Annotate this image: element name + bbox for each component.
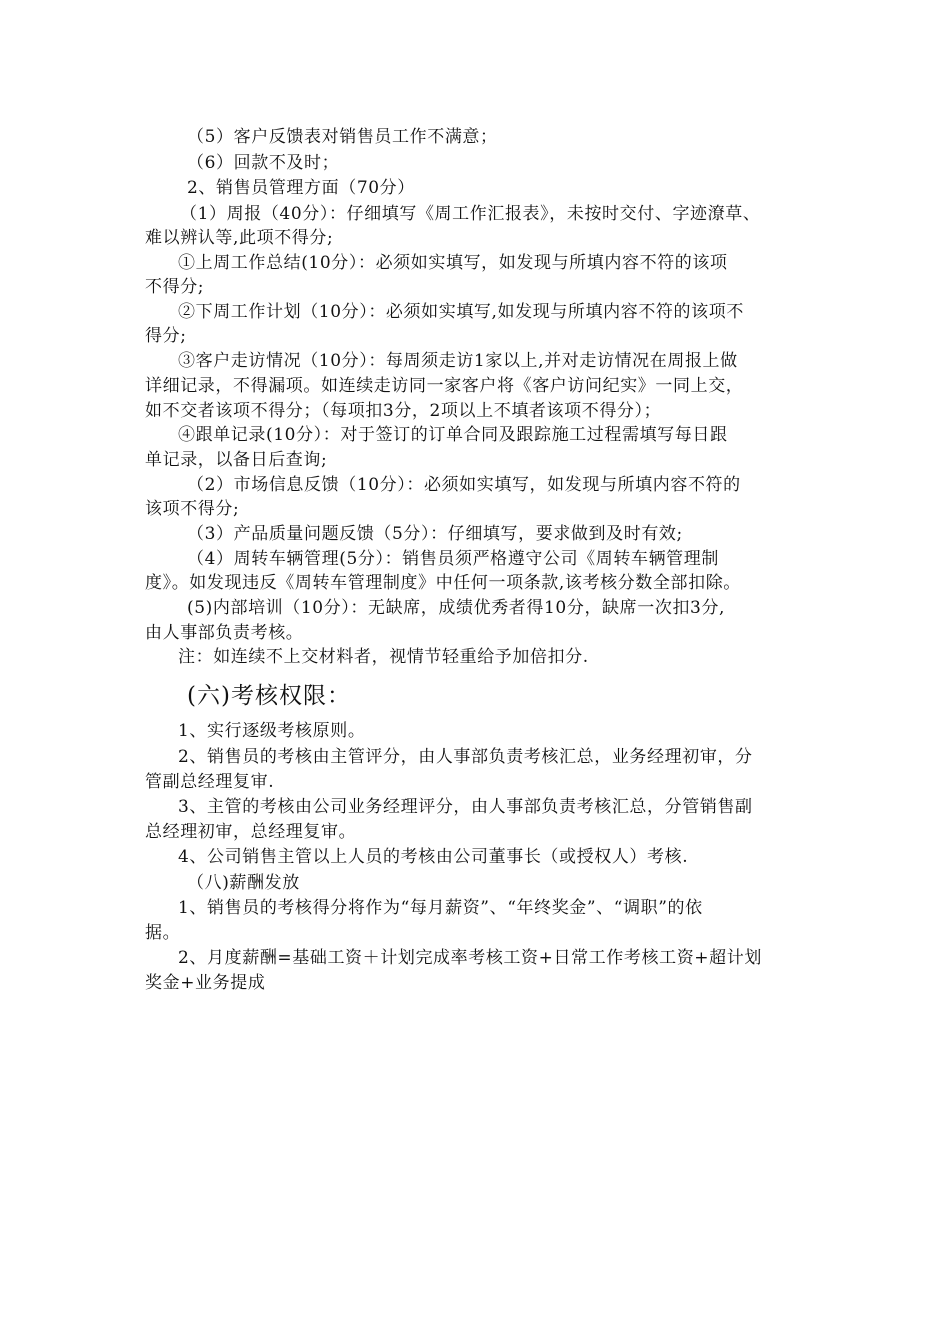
text-line: （3）产品质量问题反馈（5分）：仔细填写，要求做到及时有效; — [187, 524, 683, 544]
text-line: 得分; — [145, 326, 187, 346]
text-line: ②下周工作计划（10分）：必须如实填写,如发现与所填内容不符的该项不 — [178, 302, 744, 322]
text-line: （2）市场信息反馈（10分）：必须如实填写，如发现与所填内容不符的 — [187, 475, 741, 495]
text-line: （5）客户反馈表对销售员工作不满意； — [187, 127, 498, 147]
text-line: 难以辨认等,此项不得分; — [145, 228, 334, 248]
text-line: 由人事部负责考核。 — [145, 623, 304, 643]
text-line: 3、主管的考核由公司业务经理评分，由人事部负责考核汇总，分管销售副 — [178, 797, 753, 817]
text-line: (5)内部培训（10分）：无缺席，成绩优秀者得10分，缺席一次扣3分, — [187, 598, 726, 618]
text-line: 据。 — [145, 923, 181, 943]
text-line: ④跟单记录(10分）：对于签订的订单合同及跟踪施工过程需填写每日跟 — [178, 425, 728, 445]
text-line: 2、销售员管理方面（70分） — [187, 178, 415, 198]
text-line: 该项不得分; — [145, 499, 240, 519]
text-line: 如不交者该项不得分；（每项扣3分，2项以上不填者该项不得分）； — [145, 401, 662, 421]
text-line: 管副总经理复审. — [145, 772, 275, 792]
text-line: ①上周工作总结(10分）：必须如实填写，如发现与所填内容不符的该项 — [178, 253, 728, 273]
text-line: 单记录，以备日后查询; — [145, 450, 328, 470]
text-line: ③客户走访情况（10分）：每周须走访1家以上,并对走访情况在周报上做 — [178, 351, 738, 371]
text-line: 总经理初审，总经理复审。 — [145, 822, 357, 842]
text-line: 4、公司销售主管以上人员的考核由公司董事长（或授权人）考核. — [178, 847, 689, 867]
text-line: 注：如连续不上交材料者，视情节轻重给予加倍扣分. — [178, 647, 589, 667]
text-line: 详细记录，不得漏项。如连续走访同一家客户将《客户访问纪实》一同上交， — [145, 376, 744, 396]
text-line: （八)薪酬发放 — [187, 873, 300, 893]
text-line: 2、销售员的考核由主管评分，由人事部负责考核汇总，业务经理初审，分 — [178, 747, 753, 767]
section-heading: (六)考核权限： — [187, 683, 351, 709]
text-line: （1）周报（40分）：仔细填写《周工作汇报表》，未按时交付、字迹潦草、 — [180, 204, 761, 224]
text-line: 度》。如发现违反《周转车管理制度》中任何一项条款,该考核分数全部扣除。 — [145, 573, 741, 593]
text-line: 奖金+业务提成 — [145, 973, 266, 993]
text-line: 不得分; — [145, 277, 205, 297]
text-line: 1、销售员的考核得分将作为“每月薪资”、“年终奖金”、“调职”的依 — [178, 898, 703, 918]
text-line: 2、月度薪酬=基础工资＋计划完成率考核工资+日常工作考核工资+超计划 — [178, 948, 762, 968]
text-line: （6）回款不及时； — [187, 153, 340, 173]
text-line: 1、实行逐级考核原则。 — [178, 721, 366, 741]
text-line: （4）周转车辆管理(5分）：销售员须严格遵守公司《周转车辆管理制 — [187, 549, 719, 569]
